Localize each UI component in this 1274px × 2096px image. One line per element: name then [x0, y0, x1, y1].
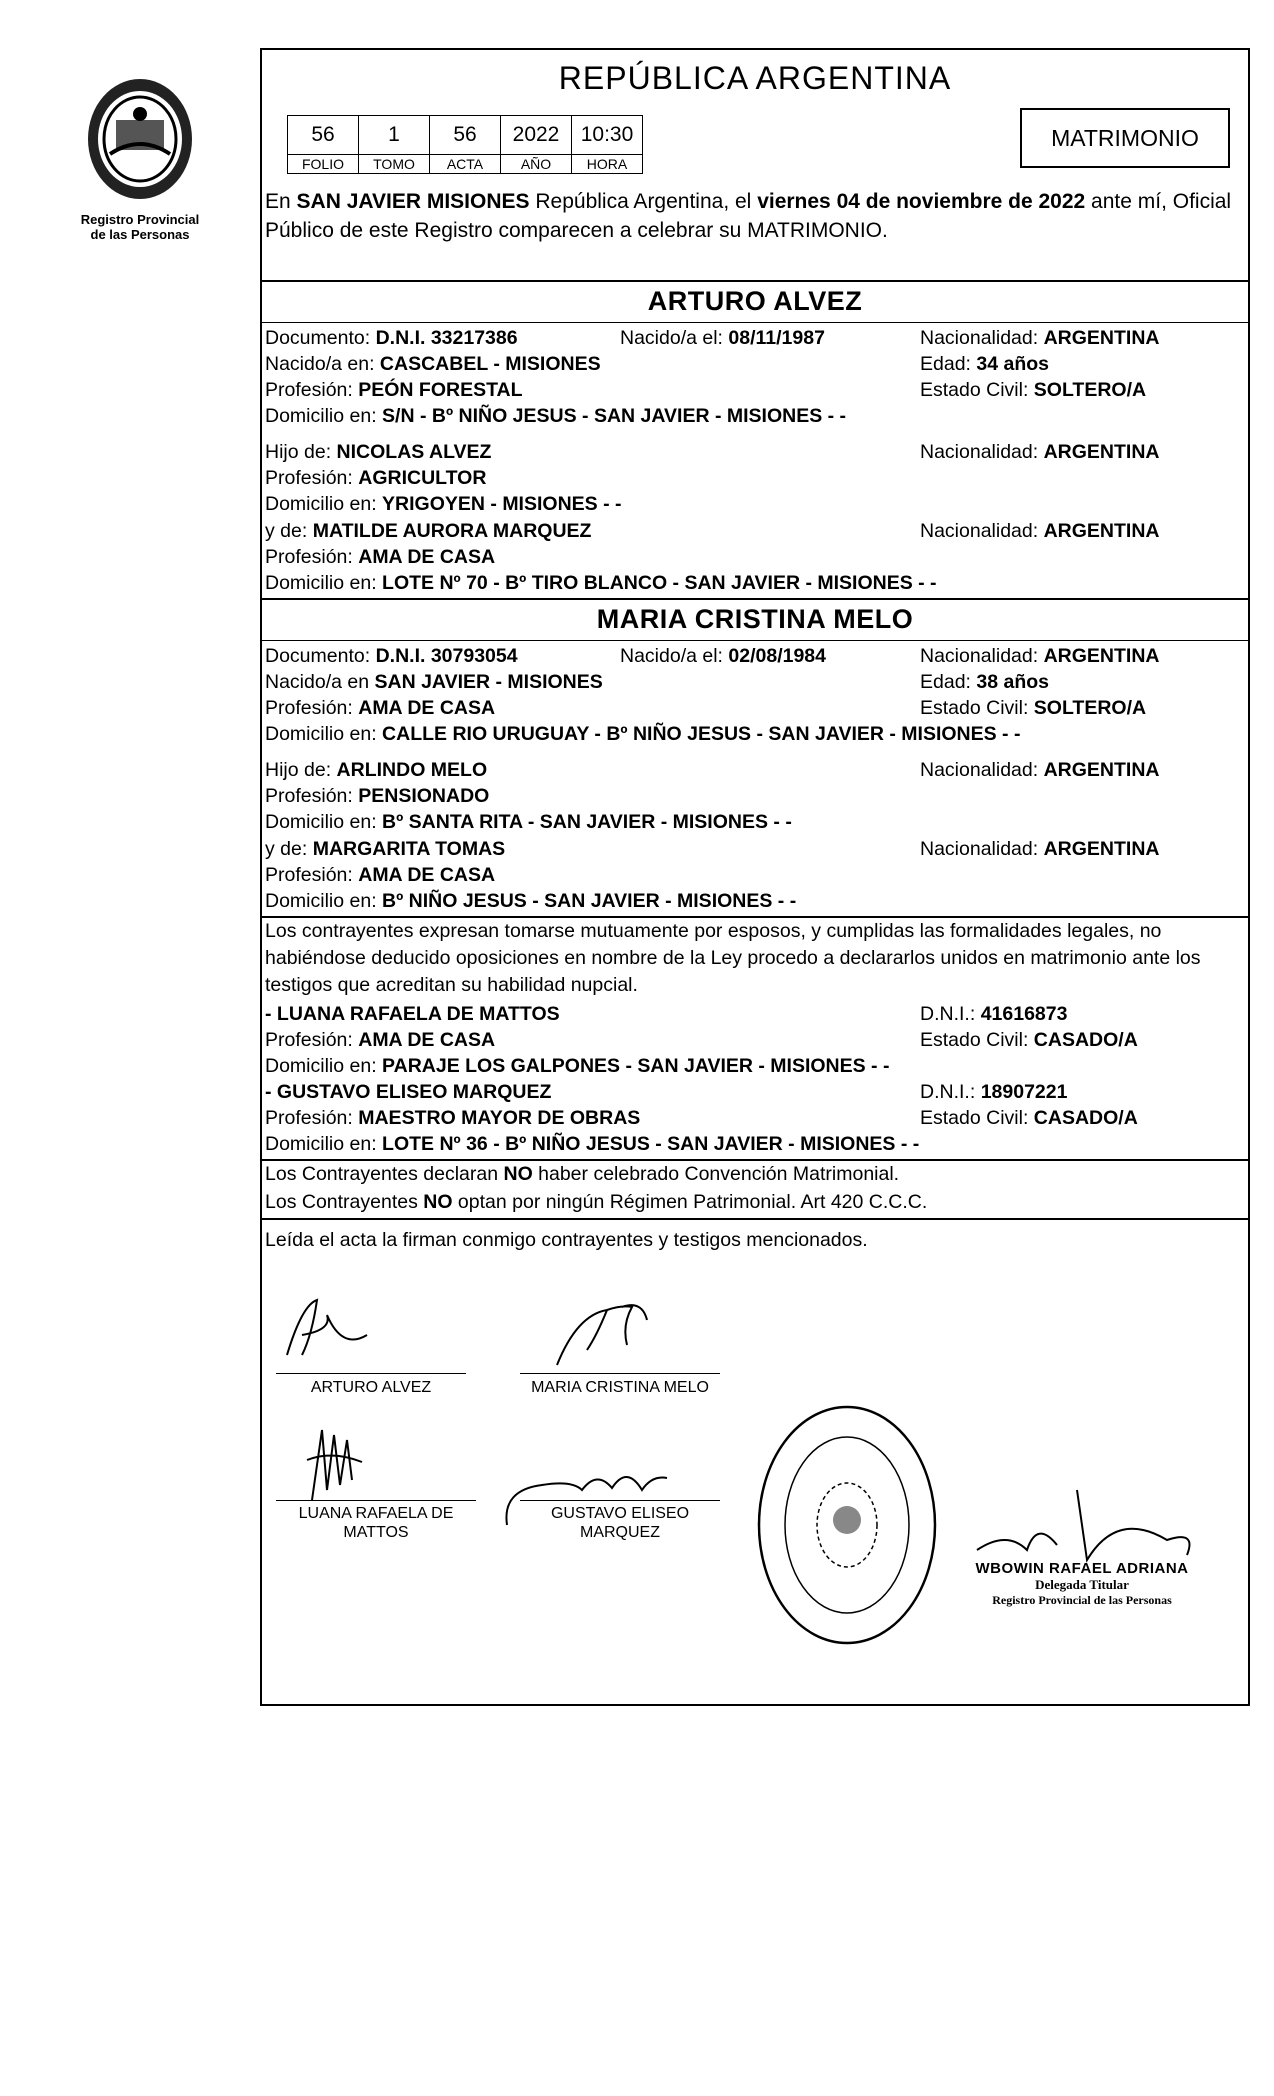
spouse1-birthplace: Nacido/a en: CASCABEL - MISIONES — [265, 353, 601, 375]
year-label: AÑO — [501, 155, 572, 174]
registrar-block — [962, 1560, 1202, 1608]
signature-maria-cristina-melo — [552, 1295, 672, 1375]
witness2-address: Domicilio en: LOTE Nº 36 - Bº NIÑO JESUS - SAN JAVIER - MISIONES - - — [265, 1133, 920, 1155]
signature-label-spouse1: ARTURO ALVEZ — [310, 1379, 432, 1396]
marriage-certificate — [260, 48, 1250, 1706]
acta-label: ACTA — [430, 155, 501, 174]
logo-caption: Registro Provincial de las Personas — [80, 212, 200, 242]
registrar-organization: Registro Provincial de las Personas — [992, 1593, 1172, 1607]
spouse2-age: Edad: 38 años — [920, 671, 1050, 693]
registry-table — [287, 115, 643, 174]
spouse2-father: Hijo de: ARLINDO MELO — [265, 759, 488, 781]
spouse2-father-profession: Profesión: PENSIONADO — [265, 785, 490, 807]
witness1-civil-status: Estado Civil: CASADO/A — [920, 1029, 1138, 1051]
spouse2-birthplace: Nacido/a en SAN JAVIER - MISIONES — [265, 671, 603, 693]
spouse1-address: Domicilio en: S/N - Bº NIÑO JESUS - SAN JAVIER - MISIONES - - — [265, 405, 847, 427]
spouse2-document: Documento: D.N.I. 30793054 — [265, 645, 518, 667]
spouse1-father: Hijo de: NICOLAS ALVEZ — [265, 441, 492, 463]
signature-line — [520, 1500, 720, 1501]
folio-value: 56 — [288, 116, 359, 155]
spouse2-address: Domicilio en: CALLE RIO URUGUAY - Bº NIÑO JESUS - SAN JAVIER - MISIONES - - — [265, 723, 1021, 745]
spouse2-father-nationality: Nacionalidad: ARGENTINA — [920, 759, 1160, 781]
signature-luana-rafaela-de-mattos — [302, 1420, 382, 1510]
witness2-civil-status: Estado Civil: CASADO/A — [920, 1107, 1138, 1129]
divider — [262, 1218, 1248, 1220]
spouse2-profession: Profesión: AMA DE CASA — [265, 697, 496, 719]
registrar-role: Delegada Titular — [1035, 1577, 1129, 1592]
spouse1-mother-nationality: Nacionalidad: ARGENTINA — [920, 520, 1160, 542]
spouse1-birthdate: Nacido/a el: 08/11/1987 — [620, 327, 825, 349]
spouse2-mother: y de: MARGARITA TOMAS — [265, 838, 506, 860]
official-seal — [752, 1400, 942, 1656]
spouse1-mother-profession: Profesión: AMA DE CASA — [265, 546, 496, 568]
signature-line — [520, 1373, 720, 1374]
spouse2-name: MARIA CRISTINA MELO — [596, 604, 914, 634]
divider — [262, 640, 1248, 641]
ceremony-place: SAN JAVIER MISIONES — [296, 190, 530, 213]
witness2-name: - GUSTAVO ELISEO MARQUEZ — [265, 1081, 552, 1103]
registrar-name: WBOWIN RAFAEL ADRIANA — [975, 1560, 1189, 1577]
spouse2-birthdate: Nacido/a el: 02/08/1984 — [620, 645, 827, 667]
page-title: REPÚBLICA ARGENTINA — [558, 60, 952, 96]
spouse1-father-address: Domicilio en: YRIGOYEN - MISIONES - - — [265, 493, 622, 515]
witness2-dni: D.N.I.: 18907221 — [920, 1081, 1068, 1103]
spouse1-age: Edad: 34 años — [920, 353, 1050, 375]
registry-logo — [60, 74, 220, 242]
spouse1-father-nationality: Nacionalidad: ARGENTINA — [920, 441, 1160, 463]
declaration-text: Los contrayentes expresan tomarse mutuamente por esposos, y cumplidas las formalidades legales, no habiéndose deducido oposiciones en nombre de la Ley procedo a declararlos unidos en matrimonio ante los testigos que acreditan su habilidad nupcial. — [265, 920, 1201, 996]
official-seal-icon — [752, 1400, 942, 1650]
witness2-profession: Profesión: MAESTRO MAYOR DE OBRAS — [265, 1107, 641, 1129]
witness1-address: Domicilio en: PARAJE LOS GALPONES - SAN JAVIER - MISIONES - - — [265, 1055, 890, 1077]
spouse1-document: Documento: D.N.I. 33217386 — [265, 327, 518, 349]
acta-value: 56 — [430, 116, 501, 155]
record-type-box — [1020, 108, 1230, 168]
spouse2-mother-address: Domicilio en: Bº NIÑO JESUS - SAN JAVIER - MISIONES - - — [265, 890, 797, 912]
signature-arturo-alvez — [272, 1295, 392, 1375]
spouse2-mother-profession: Profesión: AMA DE CASA — [265, 864, 496, 886]
hour-value: 10:30 — [572, 116, 643, 155]
spouse1-name: ARTURO ALVEZ — [647, 286, 863, 316]
spouse1-profession: Profesión: PEÓN FORESTAL — [265, 379, 523, 401]
signature-label-witness1: LUANA RAFAELA DE MATTOS — [298, 1505, 454, 1541]
signature-label-witness2: GUSTAVO ELISEO MARQUEZ — [550, 1505, 690, 1541]
divider — [262, 598, 1248, 600]
signature-official — [967, 1470, 1207, 1570]
divider — [262, 280, 1248, 282]
spouse1-mother: y de: MATILDE AURORA MARQUEZ — [265, 520, 592, 542]
folio-label: FOLIO — [288, 155, 359, 174]
tomo-value: 1 — [359, 116, 430, 155]
spouse2-civil-status: Estado Civil: SOLTERO/A — [920, 697, 1147, 719]
witness1-dni: D.N.I.: 41616873 — [920, 1003, 1068, 1025]
spouse2-nationality: Nacionalidad: ARGENTINA — [920, 645, 1160, 667]
record-type: MATRIMONIO — [1051, 124, 1199, 151]
spouse1-nationality: Nacionalidad: ARGENTINA — [920, 327, 1160, 349]
closing-text: Leída el acta la firman conmigo contrayentes y testigos mencionados. — [265, 1229, 868, 1251]
signature-line — [276, 1500, 476, 1501]
convention-statement: Los Contrayentes declaran NO haber celebrado Convención Matrimonial. — [265, 1163, 900, 1185]
tomo-label: TOMO — [359, 155, 430, 174]
spouse2-father-address: Domicilio en: Bº SANTA RITA - SAN JAVIER - MISIONES - - — [265, 811, 792, 833]
regime-statement: Los Contrayentes NO optan por ningún Régimen Patrimonial. Art 420 C.C.C. — [265, 1191, 928, 1213]
hour-label: HORA — [572, 155, 643, 174]
intro-paragraph: En SAN JAVIER MISIONES República Argentina, el viernes 04 de noviembre de 2022 ante mí, Oficial Público de este Registro comparecen a celebrar su MATRIMONIO. — [265, 190, 1232, 242]
witness1-profession: Profesión: AMA DE CASA — [265, 1029, 496, 1051]
year-value: 2022 — [501, 116, 572, 155]
province-seal-icon — [80, 74, 200, 204]
divider — [262, 1159, 1248, 1161]
signature-label-spouse2: MARIA CRISTINA MELO — [531, 1379, 709, 1396]
spouse1-father-profession: Profesión: AGRICULTOR — [265, 467, 487, 489]
witness1-name: - LUANA RAFAELA DE MATTOS — [265, 1003, 560, 1025]
ceremony-date: viernes 04 de noviembre de 2022 — [757, 190, 1086, 213]
spouse2-mother-nationality: Nacionalidad: ARGENTINA — [920, 838, 1160, 860]
signature-line — [276, 1373, 466, 1374]
spouse1-civil-status: Estado Civil: SOLTERO/A — [920, 379, 1147, 401]
divider — [262, 322, 1248, 323]
spouse1-mother-address: Domicilio en: LOTE Nº 70 - Bº TIRO BLANCO - SAN JAVIER - MISIONES - - — [265, 572, 937, 594]
